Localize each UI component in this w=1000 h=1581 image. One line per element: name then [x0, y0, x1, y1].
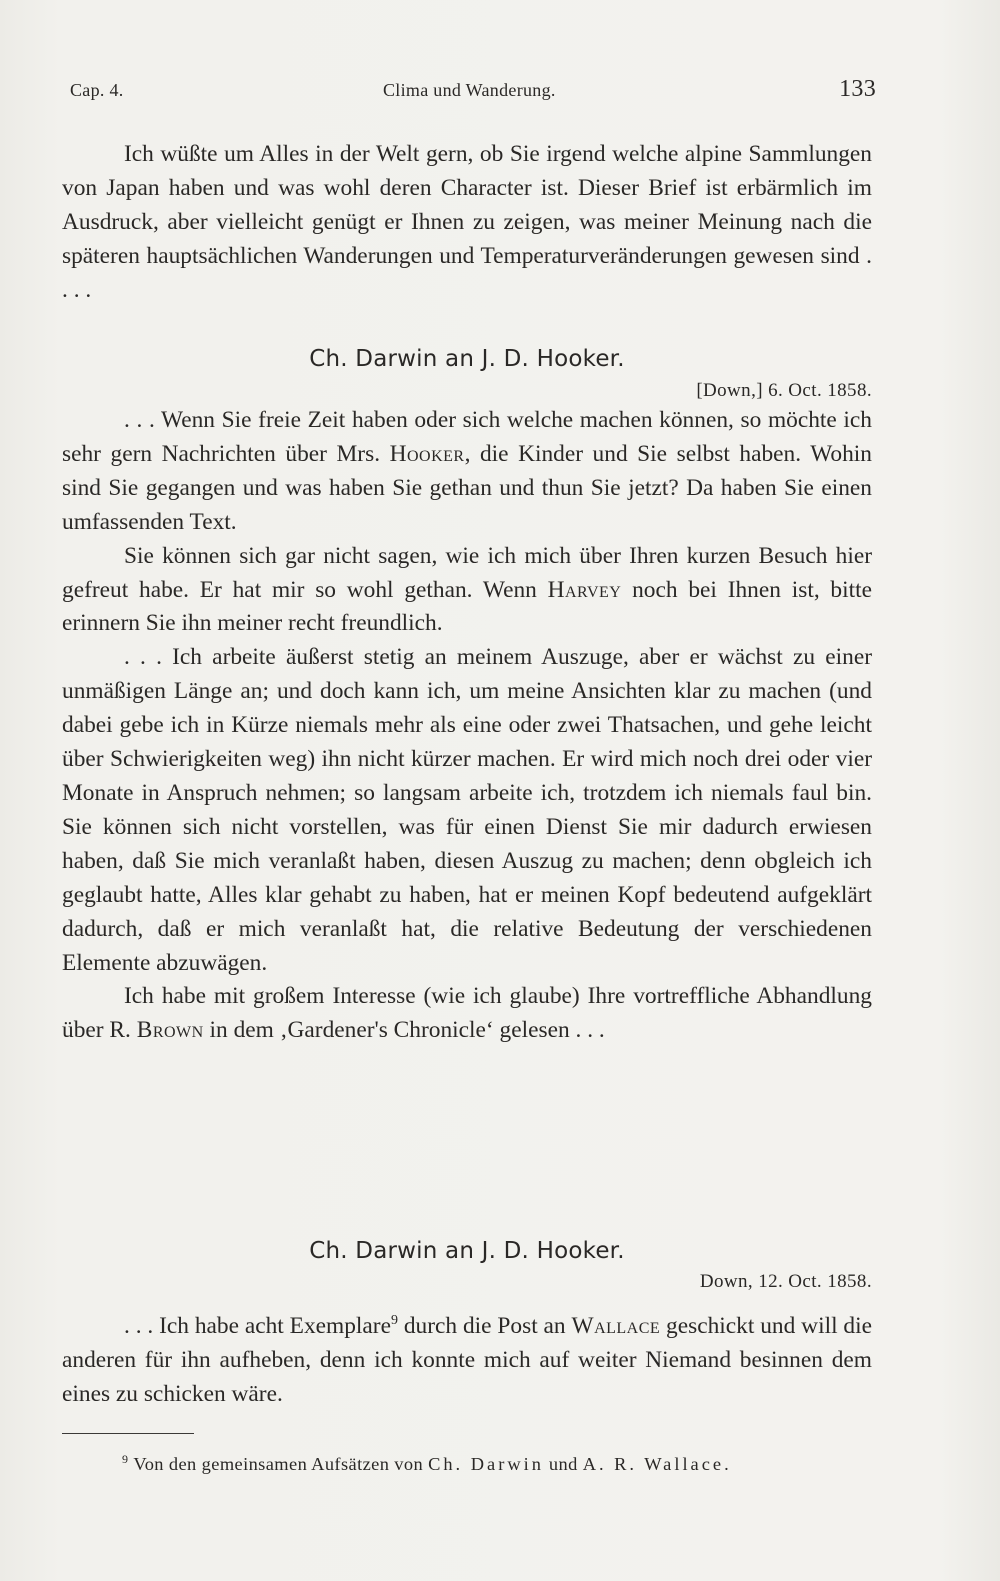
chapter-label: Cap. 4.: [70, 80, 124, 100]
text-run: , die Kinder und Sie selbst haben. Wohin sind Sie gegangen und was haben Sie gethan und thun Sie jetzt? Da haben Sie einen umfassenden Text.: [62, 440, 872, 535]
paragraph: . . . Ich arbeite äußerst stetig an meinem Auszuge, aber er wächst zu einer unmäßigen Länge an; und doch kann ich, um meine Ansichten klar zu machen (und dabei gebe ich in Kürze niemals mehr als eine oder zwei Thatsachen, und gehe leicht über Schwierigkeiten weg) ihn nicht kürzer machen. Er wird mich noch drei oder vier Monate in Anspruch nehmen; so langsam arbeite ich, trotzdem ich niemals faul bin. Sie können sich nicht vorstellen, was für einen Dienst Sie mir dadurch erwiesen haben, daß Sie mich veranlaßt haben, diesen Auszug zu machen; denn obgleich ich geglaubt hatte, Alles klar gehabt zu haben, hat er meinen Kopf bedeutend aufgeklärt dadurch, daß er mich veranlaßt hat, die relative Bedeutung der verschiedenen Elemente abzuwägen.: [62, 644, 872, 976]
text-run: durch die Post an: [397, 1313, 572, 1339]
person-name: Brown: [136, 1017, 204, 1044]
page-number: 133: [839, 76, 876, 102]
text-run: . . . Ich habe acht Exemplare: [124, 1313, 391, 1339]
running-header: [70, 76, 876, 106]
paragraph: [62, 540, 872, 642]
text-run: Sie können sich gar nicht sagen, wie ich mich über Ihren kurzen Besuch hier gefreut habe. Er hat mir so wohl gethan. Wenn: [62, 542, 872, 603]
paragraph: [62, 404, 872, 540]
text-run: Ich habe mit großem Interesse (wie ich glaube) Ihre vortreffliche Abhandlung über R.: [62, 983, 872, 1044]
footnote-divider: [62, 1433, 194, 1434]
text-run: in dem ‚Gardener's Chronicle‘ gelesen . . .: [203, 1017, 605, 1044]
paragraph: [62, 1304, 872, 1412]
running-title: Clima und Wanderung.: [383, 80, 556, 100]
letter-dateline: [Down,] 6. Oct. 1858.: [696, 380, 872, 401]
paragraph: Ich wüßte um Alles in der Welt gern, ob Sie irgend welche alpine Sammlungen von Japan haben und was wohl deren Character ist. Dieser Brief ist erbärmlich im Ausdruck, aber vielleicht genügt er Ihnen zu zeigen, was meiner Meinung nach die späteren hauptsächlichen Wanderungen und Temperaturveränderungen gewesen sind . . . .: [62, 141, 872, 303]
letter-body: [62, 404, 872, 1048]
text-run: . . . Wenn Sie freie Zeit haben oder sich welche machen können, so möchte ich sehr gern Nachrichten über Mrs.: [62, 407, 872, 467]
person-name: Harvey: [547, 576, 622, 603]
text-run: noch bei Ihnen ist, bitte erinnern Sie ihn meiner recht freundlich.: [62, 576, 873, 637]
letter-heading: Ch. Darwin an J. D. Hooker.: [309, 346, 625, 372]
footnote-text: und: [543, 1454, 583, 1474]
footnote-author: A. R. Wallace: [582, 1454, 725, 1474]
paragraph: [62, 980, 872, 1048]
person-name: Hooker: [389, 440, 465, 467]
footnote: [122, 1452, 729, 1475]
footnote-text: .: [724, 1454, 730, 1474]
letter-heading: Ch. Darwin an J. D. Hooker.: [309, 1238, 625, 1264]
letter-dateline: Down, 12. Oct. 1858.: [699, 1271, 872, 1292]
footnote-reference[interactable]: 9: [390, 1313, 398, 1328]
letter-body: [62, 1304, 872, 1412]
text-run: geschickt und will die anderen für ihn aufheben, denn ich konnte mich auf weiter Niemand besinnen dem eines zu schicken wäre.: [62, 1313, 872, 1407]
footnote-text: Von den gemeinsamen Aufsätzen von: [133, 1454, 429, 1474]
footnote-mark: 9: [122, 1452, 129, 1466]
footnote-author: Ch. Darwin: [428, 1454, 544, 1474]
opening-paragraph-block: [62, 138, 872, 308]
person-name: Wallace: [571, 1313, 661, 1339]
